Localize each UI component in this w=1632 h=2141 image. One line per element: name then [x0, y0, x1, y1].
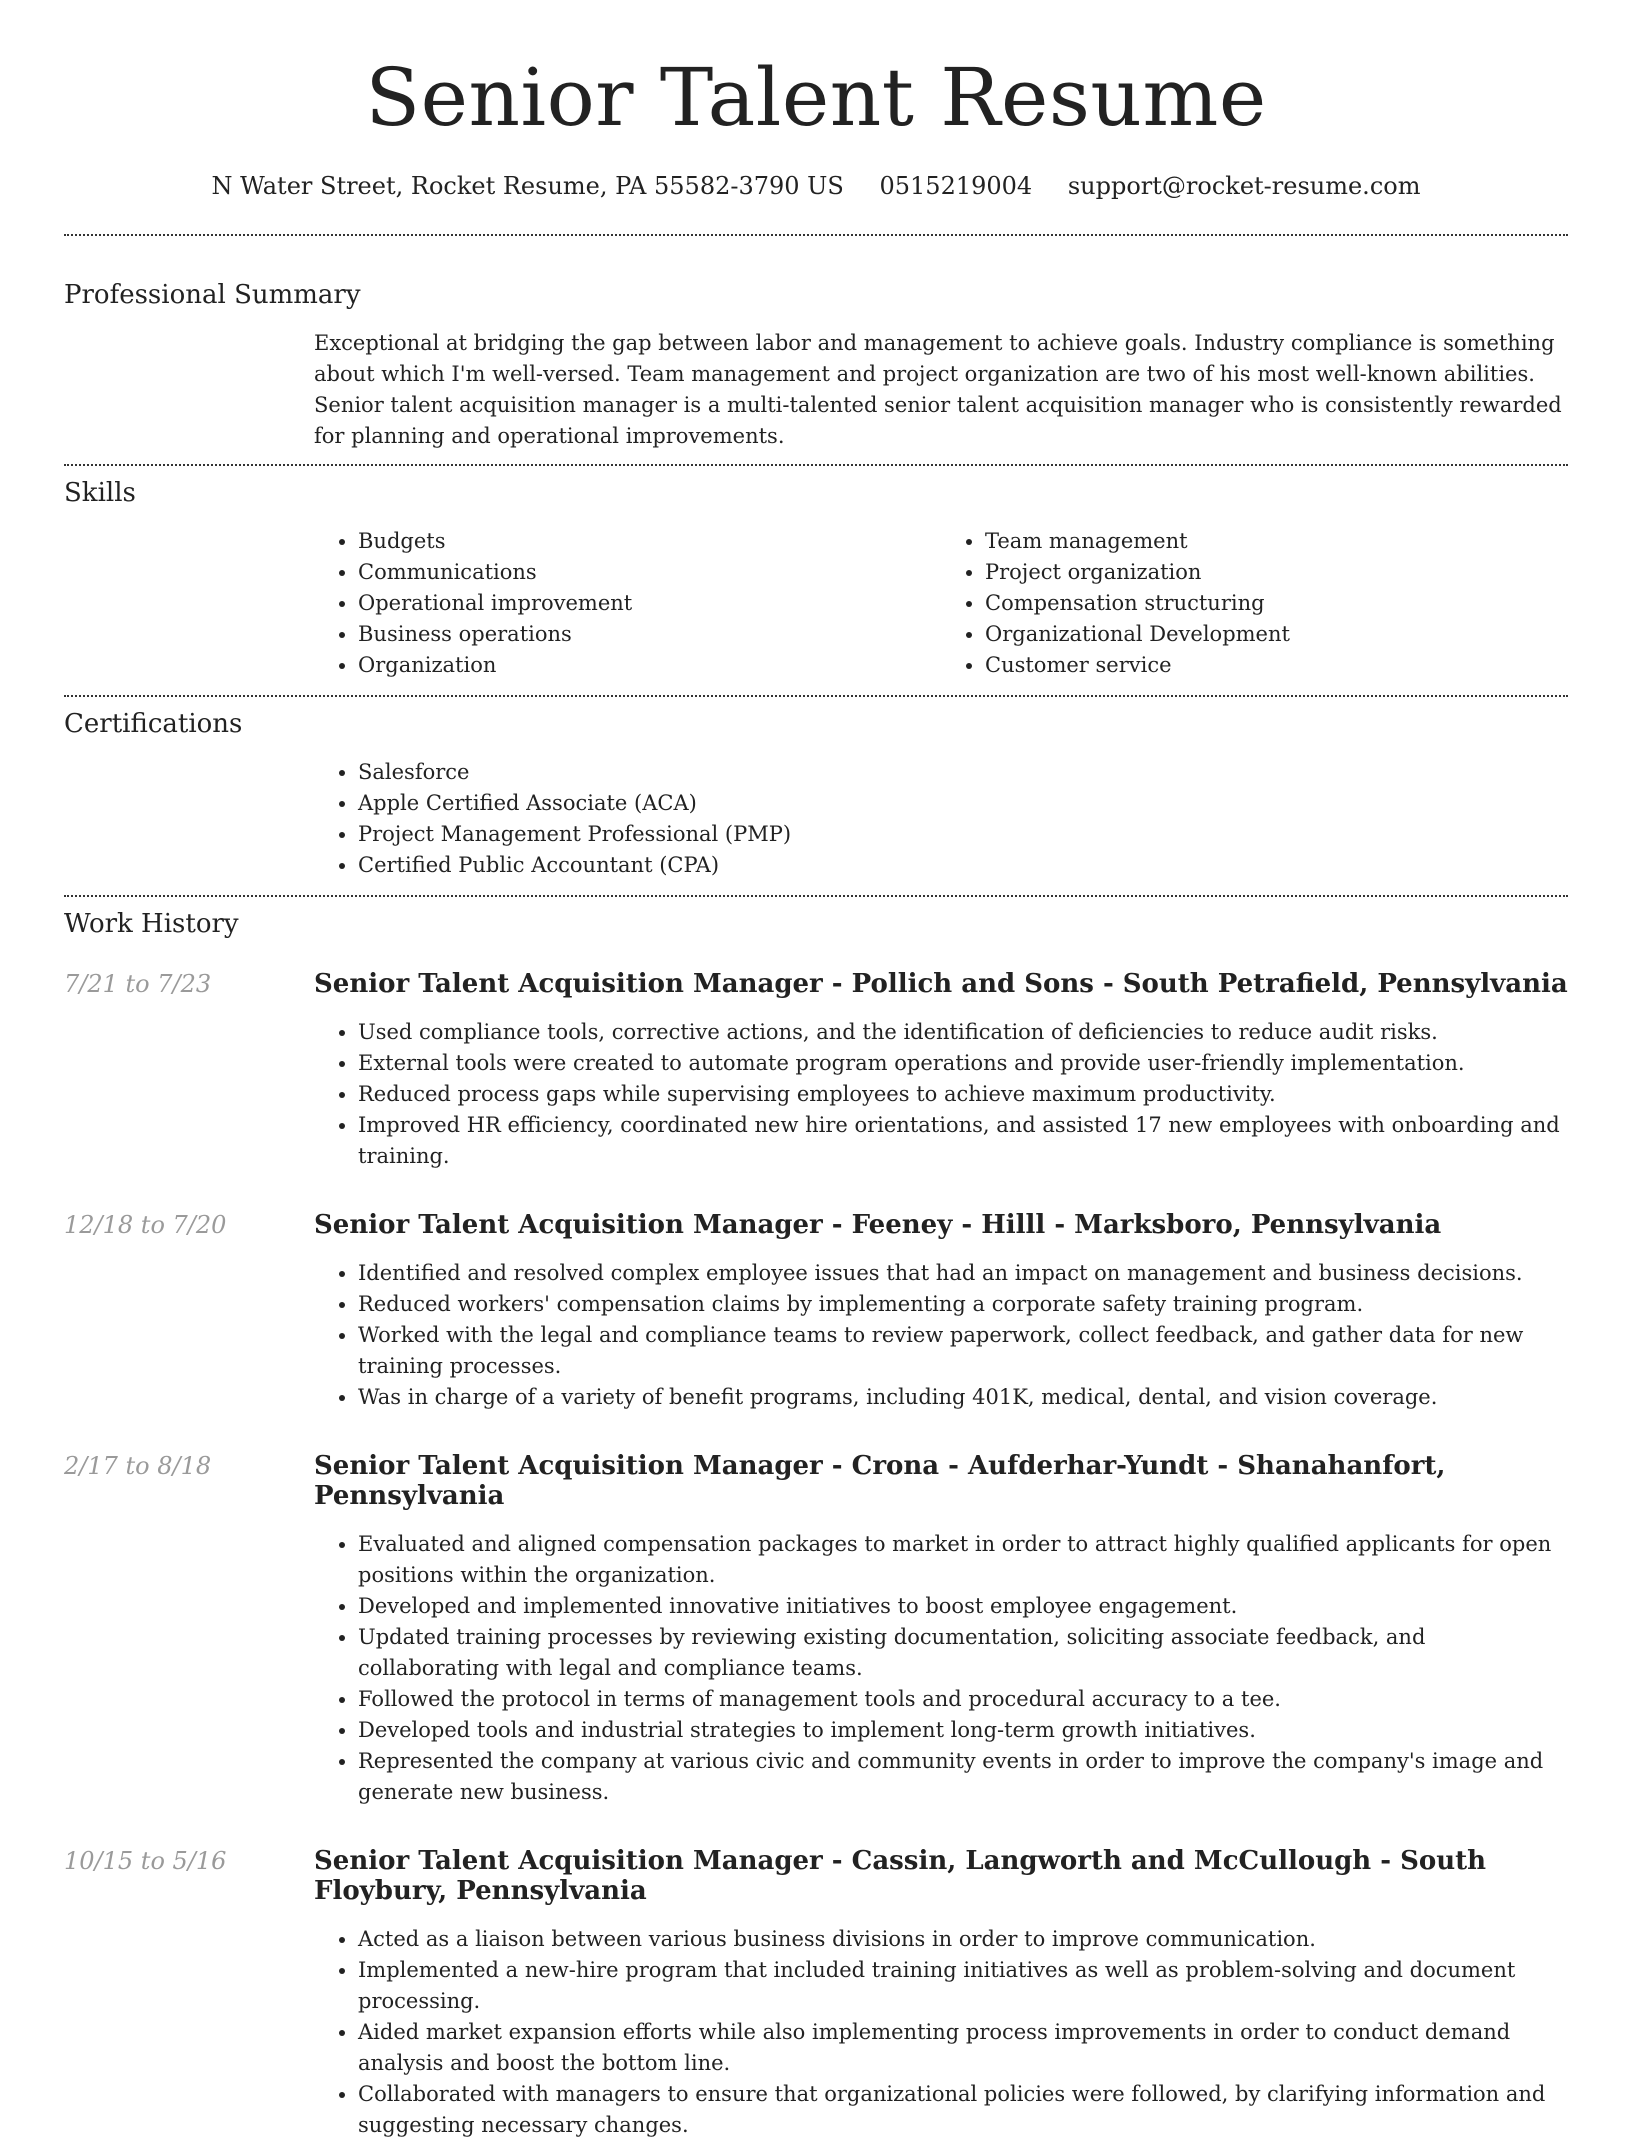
job-details [314, 969, 1568, 1172]
job-details [314, 1846, 1568, 2141]
list-item: • Certified Public Accountant (CPA) [358, 850, 1568, 881]
list-item: • Acted as a liaison between various business divisions in order to improve communication. [358, 1924, 1568, 1955]
divider [64, 464, 1568, 466]
list-item: • Worked with the legal and compliance teams to review paperwork, collect feedback, and gather data for new training processes. [358, 1320, 1568, 1382]
list-item: • Collaborated with managers to ensure that organizational policies were followed, by clarifying information and suggesting necessary changes. [358, 2079, 1568, 2141]
resume-page [64, 0, 1568, 2141]
job-entry [64, 1451, 1568, 1808]
job-title: Senior Talent Acquisition Manager - Crona - Aufderhar-Yundt - Shanahanfort, Pennsylvania [314, 1451, 1446, 1511]
job-bullets [314, 1258, 1568, 1413]
job-date: 2/17 to 8/18 [64, 1452, 212, 1480]
divider [64, 234, 1568, 236]
list-item: • Evaluated and aligned compensation packages to market in order to attract highly qualified applicants for open positions within the organization. [358, 1529, 1568, 1591]
work-section [64, 909, 1568, 2141]
summary-title: Professional Summary [64, 280, 361, 310]
list-item: • Updated training processes by reviewing existing documentation, soliciting associate feedback, and collaborating with legal and compliance teams. [358, 1622, 1568, 1684]
job-details [314, 1210, 1568, 1413]
list-item: • Represented the company at various civic and community events in order to improve the company's image and generate new business. [358, 1746, 1568, 1808]
list-item: • External tools were created to automate program operations and provide user-friendly implementation. [358, 1048, 1568, 1079]
skills-title: Skills [64, 478, 136, 508]
job-date: 7/21 to 7/23 [64, 970, 212, 998]
job-date: 12/18 to 7/20 [64, 1211, 227, 1239]
divider [64, 895, 1568, 897]
summary-text: Exceptional at bridging the gap between labor and management to achieve goals. Industry compliance is something about which I'm well-versed. Team management and project organization are two of his most well-known abilities. Senior talent acquisition manager is a multi-talented senior talent acquisition manager who is consistently rewarded for planning and operational improvements. [314, 331, 1562, 448]
skills-list-left [314, 526, 941, 681]
divider [64, 695, 1568, 697]
list-item: • Business operations [358, 619, 941, 650]
job-title: Senior Talent Acquisition Manager - Pollich and Sons - South Petrafield, Pennsylvania [314, 969, 1568, 999]
contact-line [64, 172, 1568, 200]
list-item: • Organizational Development [985, 619, 1568, 650]
job-entry [64, 1846, 1568, 2141]
list-item: • Organization [358, 650, 941, 681]
certifications-block [314, 757, 1568, 881]
summary-section [64, 280, 1568, 452]
list-item: • Used compliance tools, corrective actions, and the identification of deficiencies to reduce audit risks. [358, 1017, 1568, 1048]
list-item: • Team management [985, 526, 1568, 557]
list-item: • Customer service [985, 650, 1568, 681]
skills-section [64, 478, 1568, 681]
list-item: • Budgets [358, 526, 941, 557]
job-date: 10/15 to 5/16 [64, 1847, 227, 1875]
list-item: • Project Management Professional (PMP) [358, 819, 1568, 850]
skills-columns [314, 526, 1568, 681]
list-item: • Developed tools and industrial strategies to implement long-term growth initiatives. [358, 1715, 1568, 1746]
list-item: • Apple Certified Associate (ACA) [358, 788, 1568, 819]
job-title: Senior Talent Acquisition Manager - Cassin, Langworth and McCullough - South Floybury, Pennsylvania [314, 1846, 1487, 1906]
job-bullets [314, 1924, 1568, 2141]
job-entry [64, 969, 1568, 1172]
list-item: • Operational improvement [358, 588, 941, 619]
list-item: • Was in charge of a variety of benefit programs, including 401K, medical, dental, and vision coverage. [358, 1382, 1568, 1413]
list-item: • Improved HR efficiency, coordinated new hire orientations, and assisted 17 new employees with onboarding and training. [358, 1110, 1568, 1172]
skills-list-right [941, 526, 1568, 681]
certifications-list [314, 757, 1568, 881]
contact-email: support@rocket-resume.com [1067, 172, 1421, 200]
list-item: • Project organization [985, 557, 1568, 588]
contact-address: N Water Street, Rocket Resume, PA 55582-3790 US [211, 172, 844, 200]
contact-phone: 0515219004 [879, 172, 1033, 200]
work-title: Work History [64, 909, 239, 939]
list-item: • Developed and implemented innovative initiatives to boost employee engagement. [358, 1591, 1568, 1622]
job-bullets [314, 1017, 1568, 1172]
list-item: • Followed the protocol in terms of management tools and procedural accuracy to a tee. [358, 1684, 1568, 1715]
list-item: • Identified and resolved complex employee issues that had an impact on management and business decisions. [358, 1258, 1568, 1289]
certifications-section [64, 709, 1568, 881]
list-item: • Reduced workers' compensation claims by implementing a corporate safety training program. [358, 1289, 1568, 1320]
resume-name: Senior Talent Resume [365, 51, 1267, 144]
job-details [314, 1451, 1568, 1808]
job-title: Senior Talent Acquisition Manager - Feeney - Hilll - Marksboro, Pennsylvania [314, 1210, 1442, 1240]
job-bullets [314, 1529, 1568, 1808]
list-item: • Compensation structuring [985, 588, 1568, 619]
list-item: • Communications [358, 557, 941, 588]
list-item: • Reduced process gaps while supervising employees to achieve maximum productivity. [358, 1079, 1568, 1110]
list-item: • Aided market expansion efforts while also implementing process improvements in order to conduct demand analysis and boost the bottom line. [358, 2017, 1568, 2079]
list-item: • Implemented a new-hire program that included training initiatives as well as problem-solving and document processing. [358, 1955, 1568, 2017]
certifications-title: Certifications [64, 709, 243, 739]
job-entry [64, 1210, 1568, 1413]
list-item: • Salesforce [358, 757, 1568, 788]
